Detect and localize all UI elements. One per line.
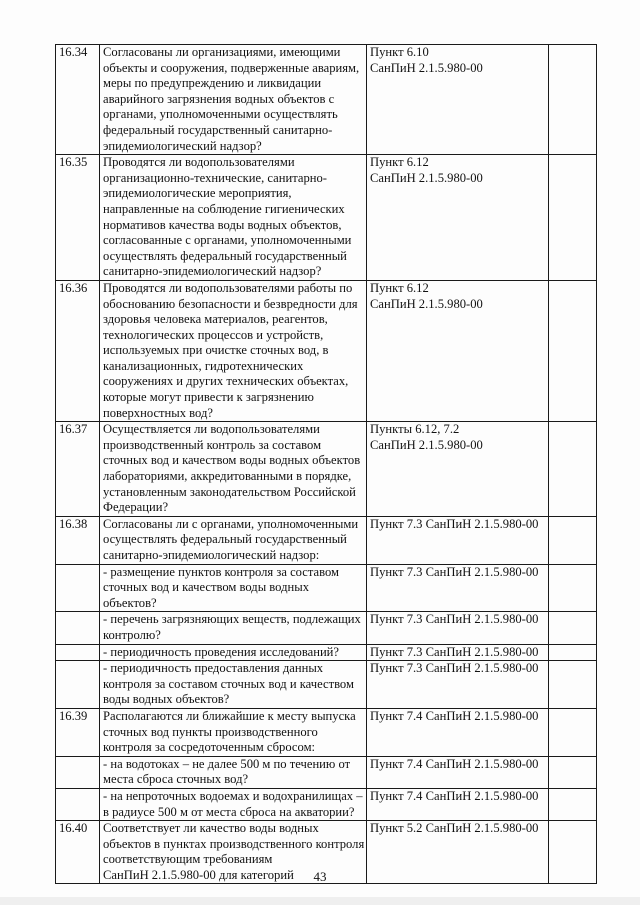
question-text-line: Согласованы ли организациями, имеющими — [103, 45, 341, 59]
reference-text-line: Пункт 7.3 СанПиН 2.1.5.980-00 — [370, 516, 539, 531]
question-cell — [100, 564, 367, 612]
reference-text-line: Пункт 7.3 СанПиН 2.1.5.980-00 — [370, 564, 539, 579]
question-text-line: сточных вод и качеством воды водных объектов — [103, 453, 361, 468]
reference-cell — [367, 155, 549, 281]
reference-text-line: Пункты 6.12, 7.2 — [370, 422, 460, 437]
question-text-line: Проводятся ли водопользователями работы по — [103, 280, 353, 295]
question-text-line: Осуществляется ли водопользователями — [103, 422, 320, 437]
question-text-line: осуществлять федеральный государственный — [103, 532, 347, 547]
item-number — [56, 644, 100, 661]
question-text-line: - на непроточных водоемах и водохранилищах – — [103, 788, 363, 803]
question-text-line: - периодичность предоставления данных — [103, 661, 324, 676]
reference-cell — [367, 756, 549, 788]
question-text-line: объектов в пунктах производственного контроля — [103, 836, 365, 851]
question-text-line: - периодичность проведения исследований? — [103, 644, 340, 659]
item-number — [56, 564, 100, 612]
reference-text-line: СанПиН 2.1.5.980-00 — [370, 60, 483, 75]
answer-cell — [549, 45, 597, 155]
question-text-line: Располагаются ли ближайшие к месту выпуска — [103, 708, 356, 723]
item-number: 16.39 — [56, 708, 100, 756]
question-text-line: которые могут привести к загрязнению — [103, 390, 314, 405]
answer-cell — [549, 788, 597, 820]
question-cell — [100, 155, 367, 281]
question-cell — [100, 612, 367, 644]
question-text-line: согласованные с органами, уполномоченными — [103, 233, 352, 248]
reference-text-line: Пункт 6.12 — [370, 155, 429, 170]
answer-cell — [549, 708, 597, 756]
question-text-line: контролю? — [103, 627, 161, 642]
page-number: 43 — [313, 869, 327, 884]
table-row — [56, 788, 597, 820]
question-text-line: обоснованию безопасности и безвредности для — [103, 296, 358, 311]
question-text-line: эпидемиологические мероприятия, — [103, 186, 292, 201]
answer-cell — [549, 756, 597, 788]
reference-text-line: Пункт 7.4 СанПиН 2.1.5.980-00 — [370, 708, 539, 723]
reference-cell — [367, 612, 549, 644]
question-text-line: производственный контроль за составом — [103, 437, 322, 452]
question-text-line: поверхностных вод? — [103, 405, 213, 420]
question-text-line: контроля за сосредоточенным сбросом: — [103, 740, 316, 755]
question-text-line: органами, уполномоченными осуществлять — [103, 107, 338, 122]
reference-cell — [367, 516, 549, 564]
question-text-line: объектов? — [103, 595, 157, 610]
checklist-table-body — [56, 45, 597, 884]
question-text-line: эпидемиологический надзор? — [103, 138, 262, 153]
question-text-line: сточных вод пункты производственного — [103, 724, 318, 739]
table-row — [56, 644, 597, 661]
item-number: 16.36 — [56, 280, 100, 421]
table-row — [56, 661, 597, 709]
answer-cell — [549, 564, 597, 612]
reference-cell — [367, 422, 549, 517]
question-text-line: сооружениях и других технических объектах, — [103, 374, 349, 389]
scan-bottom-edge — [0, 897, 640, 905]
question-text-line: организационно-технические, санитарно- — [103, 170, 328, 185]
item-number — [56, 788, 100, 820]
reference-cell — [367, 280, 549, 421]
reference-cell — [367, 788, 549, 820]
table-row — [56, 155, 597, 281]
reference-text-line: Пункт 7.3 СанПиН 2.1.5.980-00 — [370, 661, 539, 676]
item-number — [56, 612, 100, 644]
question-text-line: здоровья человека материалов, реагентов, — [103, 312, 328, 327]
question-cell — [100, 516, 367, 564]
question-text-line: в радиусе 500 м от места сброса на акватории? — [103, 804, 355, 819]
question-cell — [100, 788, 367, 820]
answer-cell — [549, 516, 597, 564]
reference-text-line: Пункт 6.12 — [370, 280, 429, 295]
reference-cell — [367, 45, 549, 155]
question-text-line: места сброса сточных вод? — [103, 772, 249, 787]
answer-cell — [549, 612, 597, 644]
reference-text-line: Пункт 5.2 СанПиН 2.1.5.980-00 — [370, 821, 539, 836]
table-row — [56, 45, 597, 155]
answer-cell — [549, 280, 597, 421]
table-row — [56, 756, 597, 788]
reference-text-line: СанПиН 2.1.5.980-00 — [370, 437, 483, 452]
question-cell — [100, 708, 367, 756]
answer-cell — [549, 155, 597, 281]
item-number: 16.35 — [56, 155, 100, 281]
question-cell — [100, 422, 367, 517]
item-number: 16.38 — [56, 516, 100, 564]
question-text-line: аварийного загрязнения водных объектов с — [103, 91, 335, 106]
item-number: 16.34 — [56, 45, 100, 155]
question-text-line: - размещение пунктов контроля за составом — [103, 564, 340, 579]
question-text-line: воды водных объектов? — [103, 692, 230, 707]
question-text-line: соответствующим требованиям — [103, 852, 273, 867]
checklist-table — [55, 44, 597, 884]
question-text-line: Проводятся ли водопользователями — [103, 155, 295, 170]
question-text-line: установленным законодательством Российской — [103, 484, 356, 499]
question-text-line: объекты и сооружения, подверженные авариям, — [103, 60, 360, 75]
question-text-line: Федерации? — [103, 500, 169, 515]
question-text-line: канализационных, гидротехнических — [103, 358, 304, 373]
table-row — [56, 564, 597, 612]
reference-cell — [367, 708, 549, 756]
question-text-line: СанПиН 2.1.5.980-00 для категорий — [103, 867, 294, 882]
question-cell — [100, 756, 367, 788]
answer-cell — [549, 661, 597, 709]
reference-text-line: Пункт 7.4 СанПиН 2.1.5.980-00 — [370, 788, 539, 803]
question-text-line: контроля за составом сточных вод и качеством — [103, 676, 354, 691]
table-row — [56, 612, 597, 644]
table-row — [56, 516, 597, 564]
question-text-line: меры по предупреждению и ликвидации — [103, 76, 322, 91]
question-text-line: - перечень загрязняющих веществ, подлежащих — [103, 612, 361, 627]
question-text-line: санитарно-эпидемиологический надзор: — [103, 548, 320, 562]
reference-text-line: Пункт 7.3 СанПиН 2.1.5.980-00 — [370, 644, 539, 659]
reference-text-line: Пункт 6.10 — [370, 45, 429, 59]
reference-cell — [367, 661, 549, 709]
item-number — [56, 756, 100, 788]
reference-text-line: Пункт 7.4 СанПиН 2.1.5.980-00 — [370, 756, 539, 771]
question-text-line: Соответствует ли качество воды водных — [103, 821, 319, 836]
question-cell — [100, 644, 367, 661]
question-text-line: сточных вод и качеством воды водных — [103, 580, 310, 595]
table-row — [56, 280, 597, 421]
reference-cell — [367, 564, 549, 612]
question-text-line: - на водотоках – не далее 500 м по течению от — [103, 756, 351, 771]
reference-cell — [367, 644, 549, 661]
table-row — [56, 422, 597, 517]
answer-cell — [549, 644, 597, 661]
question-text-line: санитарно-эпидемиологический надзор? — [103, 264, 322, 279]
table-row — [56, 708, 597, 756]
question-text-line: осуществлять федеральный государственный — [103, 248, 347, 263]
question-text-line: лабораториями, аккредитованными в порядке, — [103, 469, 352, 484]
reference-text-line: СанПиН 2.1.5.980-00 — [370, 170, 483, 185]
question-cell — [100, 45, 367, 155]
question-text-line: используемых при очистке сточных вод, в — [103, 343, 329, 358]
question-text-line: федеральный государственный санитарно- — [103, 122, 333, 137]
question-cell — [100, 280, 367, 421]
question-text-line: Согласованы ли с органами, уполномоченными — [103, 516, 359, 531]
answer-cell — [549, 422, 597, 517]
question-cell — [100, 661, 367, 709]
item-number: 16.40 — [56, 821, 100, 884]
question-text-line: нормативов качества воды водных объектов, — [103, 217, 342, 232]
question-text-line: направленные на соблюдение гигиенических — [103, 201, 345, 216]
reference-text-line: СанПиН 2.1.5.980-00 — [370, 296, 483, 311]
item-number — [56, 661, 100, 709]
question-text-line: технологических процессов и устройств, — [103, 327, 324, 342]
item-number: 16.37 — [56, 422, 100, 517]
reference-text-line: Пункт 7.3 СанПиН 2.1.5.980-00 — [370, 612, 539, 627]
